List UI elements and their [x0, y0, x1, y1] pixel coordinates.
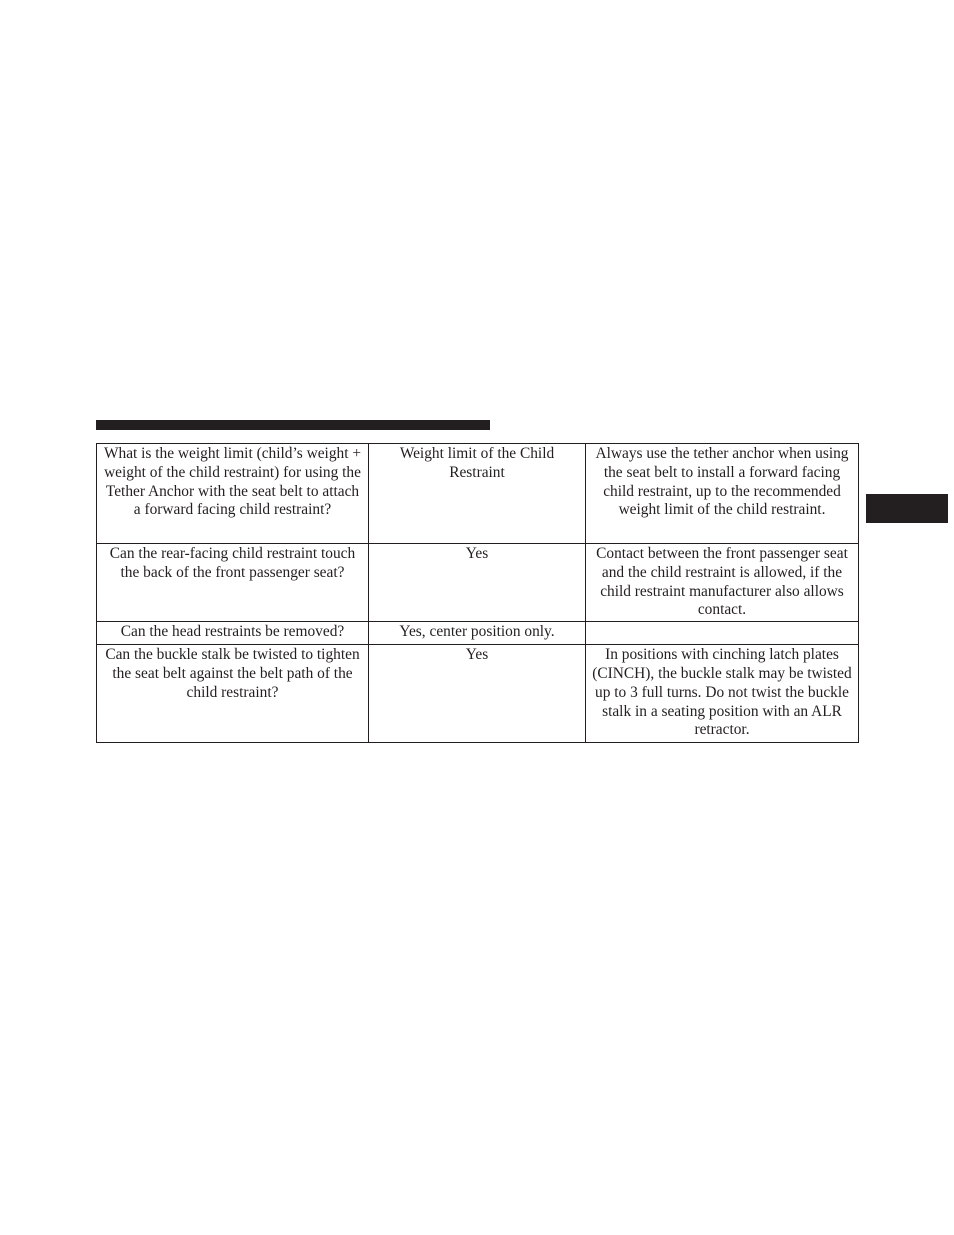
question-cell: Can the buckle stalk be twisted to tighten the seat belt against the belt path of the child restraint?	[97, 645, 369, 743]
question-cell: Can the head restraints be removed?	[97, 622, 369, 645]
table-row	[97, 544, 859, 622]
chapter-tab-marker	[866, 494, 948, 523]
note-cell: Always use the tether anchor when using the seat belt to install a forward facing child restraint, up to the recommended weight limit of the child restraint.	[586, 444, 859, 544]
answer-cell: Weight limit of the Child Restraint	[369, 444, 586, 544]
question-cell: Can the rear-facing child restraint touch the back of the front passenger seat?	[97, 544, 369, 622]
child-restraint-faq-table	[96, 443, 859, 743]
table-row	[97, 622, 859, 645]
table-row	[97, 444, 859, 544]
question-cell: What is the weight limit (child’s weight + weight of the child restraint) for using the Tether Anchor with the seat belt to attach a forward facing child restraint?	[97, 444, 369, 544]
note-cell: In positions with cinching latch plates (CINCH), the buckle stalk may be twisted up to 3 full turns. Do not twist the buckle stalk in a seating position with an ALR retractor.	[586, 645, 859, 743]
answer-cell: Yes, center position only.	[369, 622, 586, 645]
section-header-rule	[96, 420, 490, 430]
table-row	[97, 645, 859, 743]
note-cell: Contact between the front passenger seat and the child restraint is allowed, if the child restraint manufacturer also allows contact.	[586, 544, 859, 622]
answer-cell: Yes	[369, 645, 586, 743]
answer-cell: Yes	[369, 544, 586, 622]
note-cell	[586, 622, 859, 645]
